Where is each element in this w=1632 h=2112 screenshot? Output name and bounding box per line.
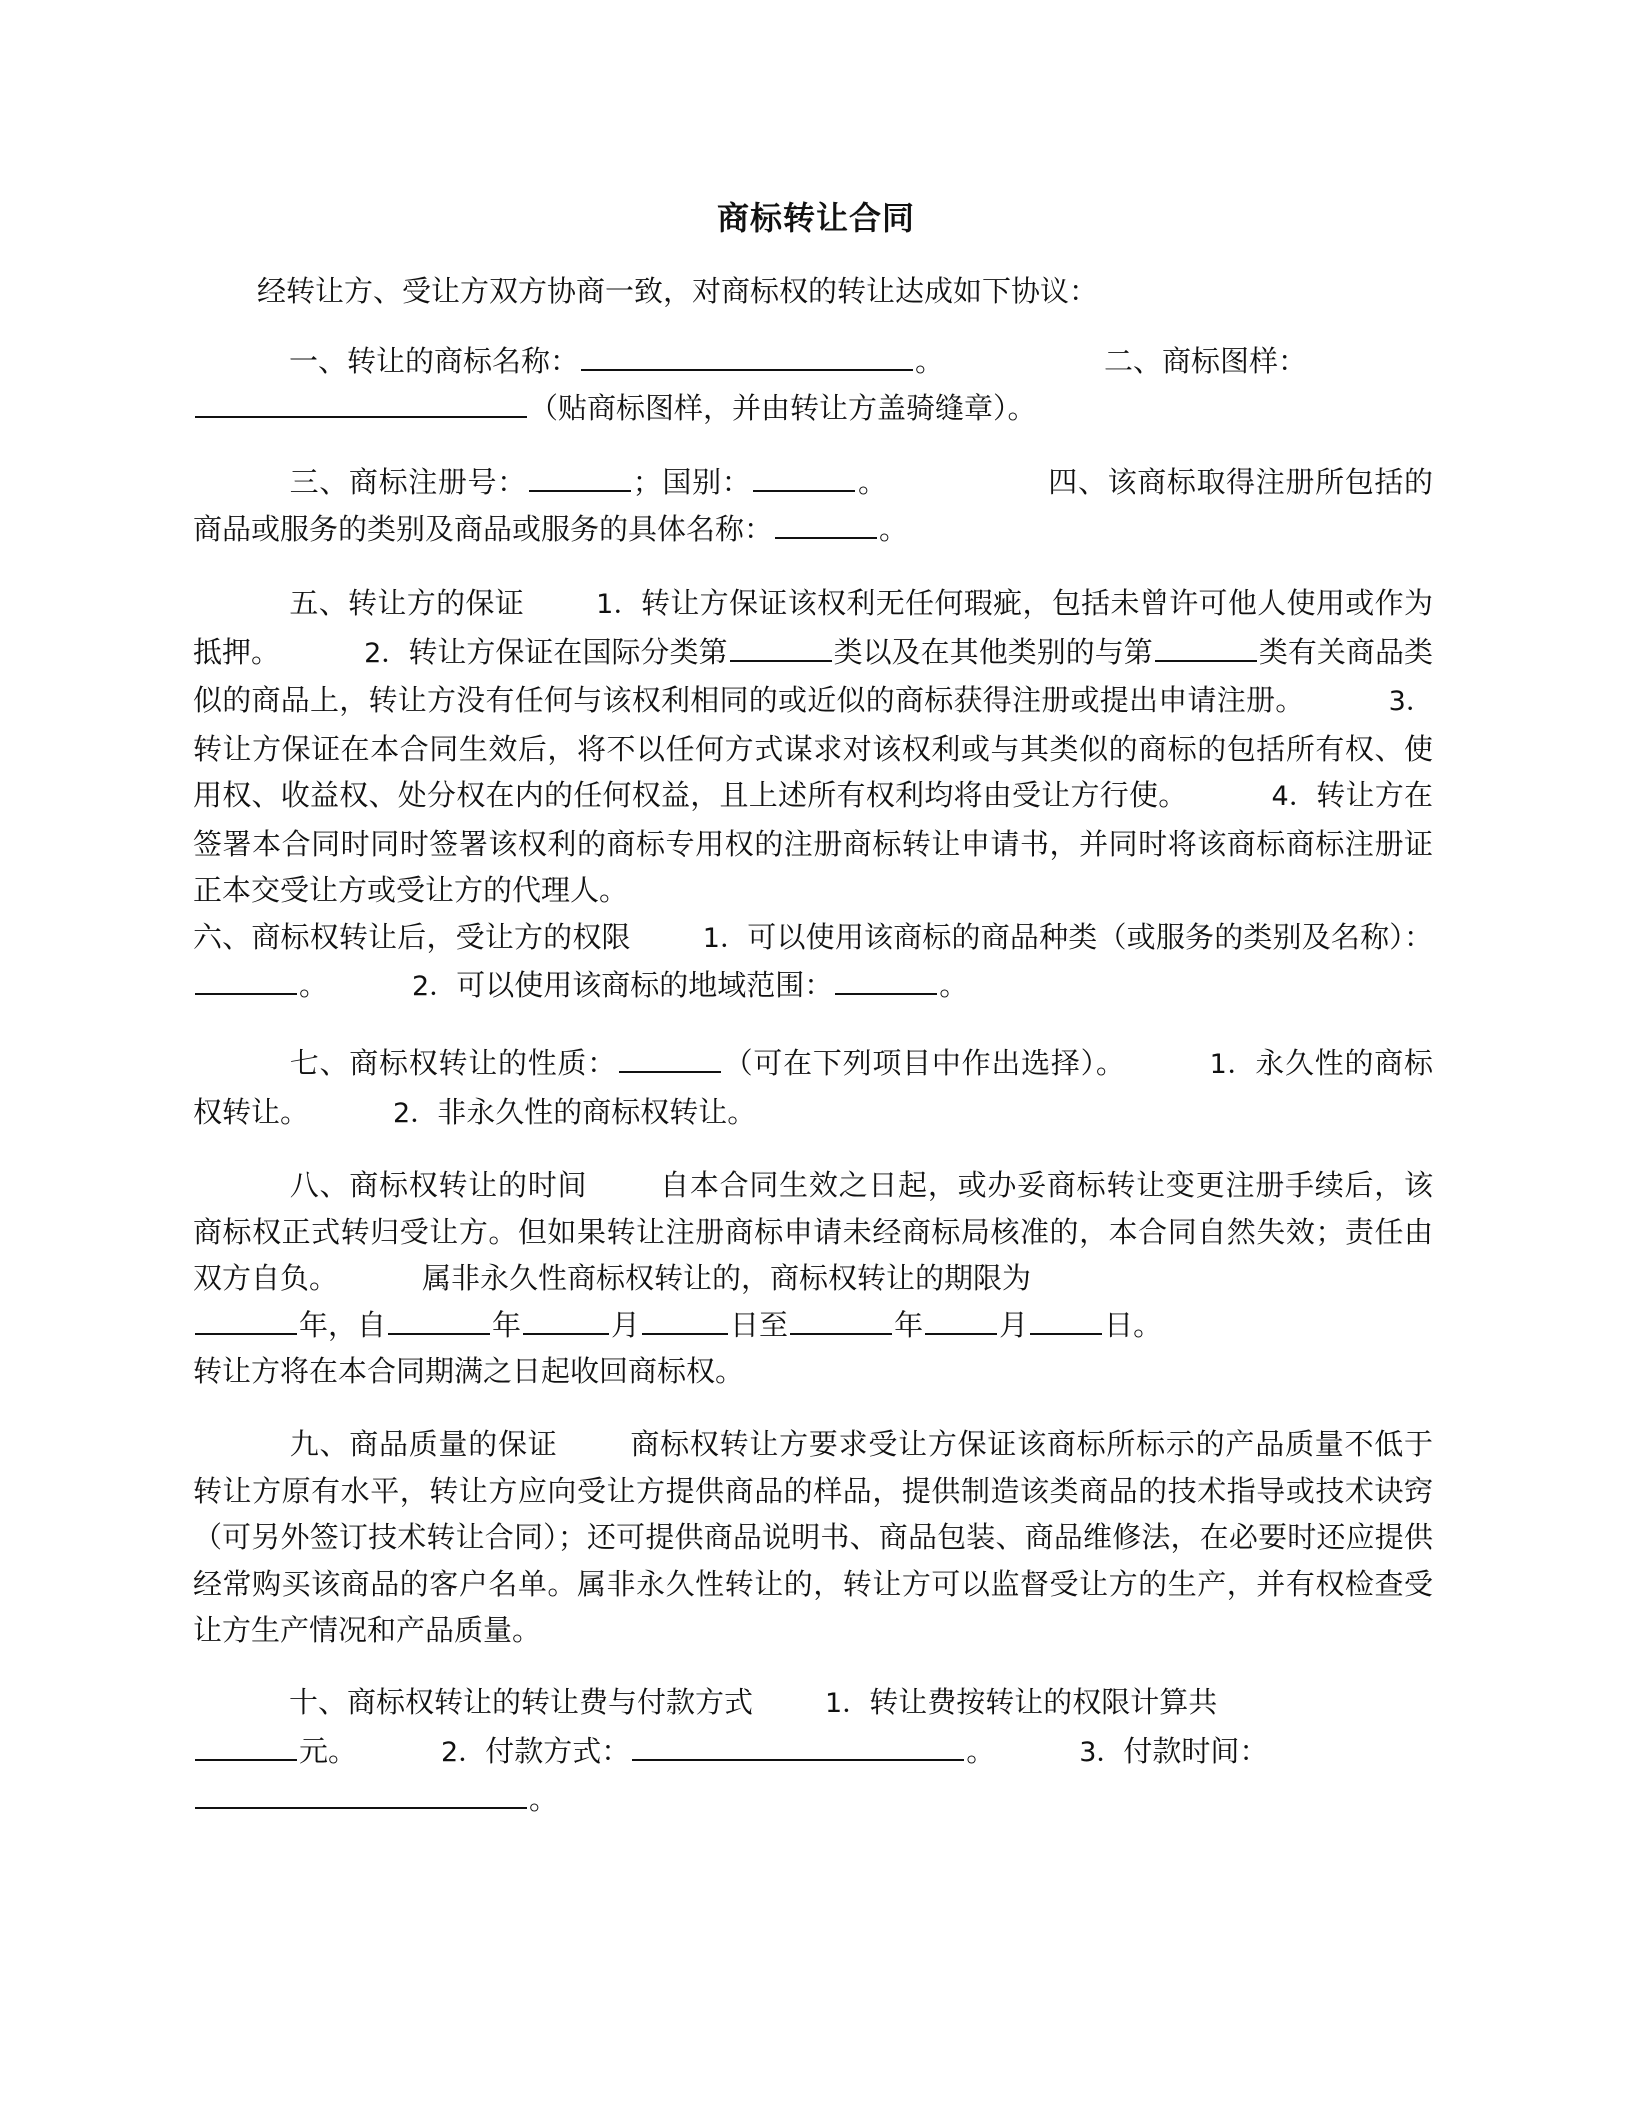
- clause-9: 九、商品质量的保证 商标权转让方要求受让方保证该商标所标示的产品质量不低于转让方原有水平，转让方应向受让方提供商品的样品，提供制造该类商品的技术指导或技术诀窍（可另外签订技术转让合同）；还可提供商品说明书、商品包装、商品维修法，在必要时还应提供经常购买该商品的客户名单。属非永久性转让的，转让方可以监督受让方的生产，并有权检查受让方生产情况和产品质量。: [193, 1427, 1433, 1647]
- document-title: 商标转让合同: [716, 199, 915, 237]
- clause-5-6: 五、转让方的保证 1．转让方保证该权利无任何瑕疵，包括未曾许可他人使用或作为抵押。 2．转让方保证在国际分类第 类以及在其他类别的与第 类有关商品类似的商品上，转让方没有任何与该权利相同的或近似的商标获得注册或提出申请注册。 3．转让方保证在本合同生效后，将不以任何方式谋求对该权利或与其类似的商标的包括所有权、使用权、收益权、处分权在内的任何权益，且上述所有权利均将由受让方行使。 4．转让方在签署本合同时同时签署该权利的商标专用权的注册商标转让申请书，并同时将该商标商标注册证正本交受让方或受让方的代理人。 六、商标权转让后，受让方的权限 1．可以使用该商标的商品种类（或服务的类别及名称）：。 2．可以使用该商标的地域范围： 。: [193, 586, 1433, 1002]
- country-blank: [753, 489, 855, 492]
- start-month-blank: [523, 1332, 609, 1335]
- related-class-blank: [1155, 659, 1257, 662]
- intro-paragraph: 经转让方、受让方双方协商一致，对商标权的转让达成如下协议：: [257, 274, 1099, 308]
- end-month-blank: [925, 1332, 997, 1335]
- goods-types-blank: [195, 992, 297, 995]
- registration-number-blank: [529, 489, 631, 492]
- start-day-blank: [642, 1332, 728, 1335]
- territory-blank: [835, 992, 937, 995]
- trademark-sample-blank: [195, 415, 527, 418]
- start-year-blank: [388, 1332, 490, 1335]
- payment-time-blank: [195, 1806, 527, 1809]
- end-day-blank: [1030, 1332, 1102, 1335]
- clause-8: 八、商标权转让的时间 自本合同生效之日起，或办妥商标转让变更注册手续后，该商标权正式转归受让方。但如果转让注册商标申请未经商标局核准的，本合同自然失效；责任由双方自负。 属非永久性商标权转让的，商标权转让的期限为 年，自 年 月 日至 年 月 日。 转让方将在本合同期满之日起收回商标权。: [193, 1168, 1433, 1388]
- trademark-name-blank: [581, 368, 913, 371]
- clause-10: 十、商标权转让的转让费与付款方式 1．转让费按转让的权限计算共 元。 2．付款方式： 。 3．付款时间： 。: [193, 1679, 1433, 1823]
- end-year-blank: [790, 1332, 892, 1335]
- transfer-nature-blank: [619, 1070, 721, 1073]
- clause-3-4: 三、商标注册号： ；国别： 。 四、该商标取得注册所包括的商品或服务的类别及商品或服务的具体名称： 。: [193, 465, 1433, 546]
- fee-amount-blank: [195, 1758, 297, 1761]
- clause-7: 七、商标权转让的性质： （可在下列项目中作出选择）。 1．永久性的商标权转让。 2．非永久性的商标权转让。: [193, 1046, 1433, 1129]
- clause-1-2: 一、转让的商标名称： 。 二、商标图样： （贴商标图样，并由转让方盖骑缝章）。: [193, 338, 1433, 431]
- term-years-blank: [195, 1332, 297, 1335]
- goods-category-blank: [775, 536, 877, 539]
- intl-class-blank: [730, 659, 832, 662]
- payment-method-blank: [632, 1758, 964, 1761]
